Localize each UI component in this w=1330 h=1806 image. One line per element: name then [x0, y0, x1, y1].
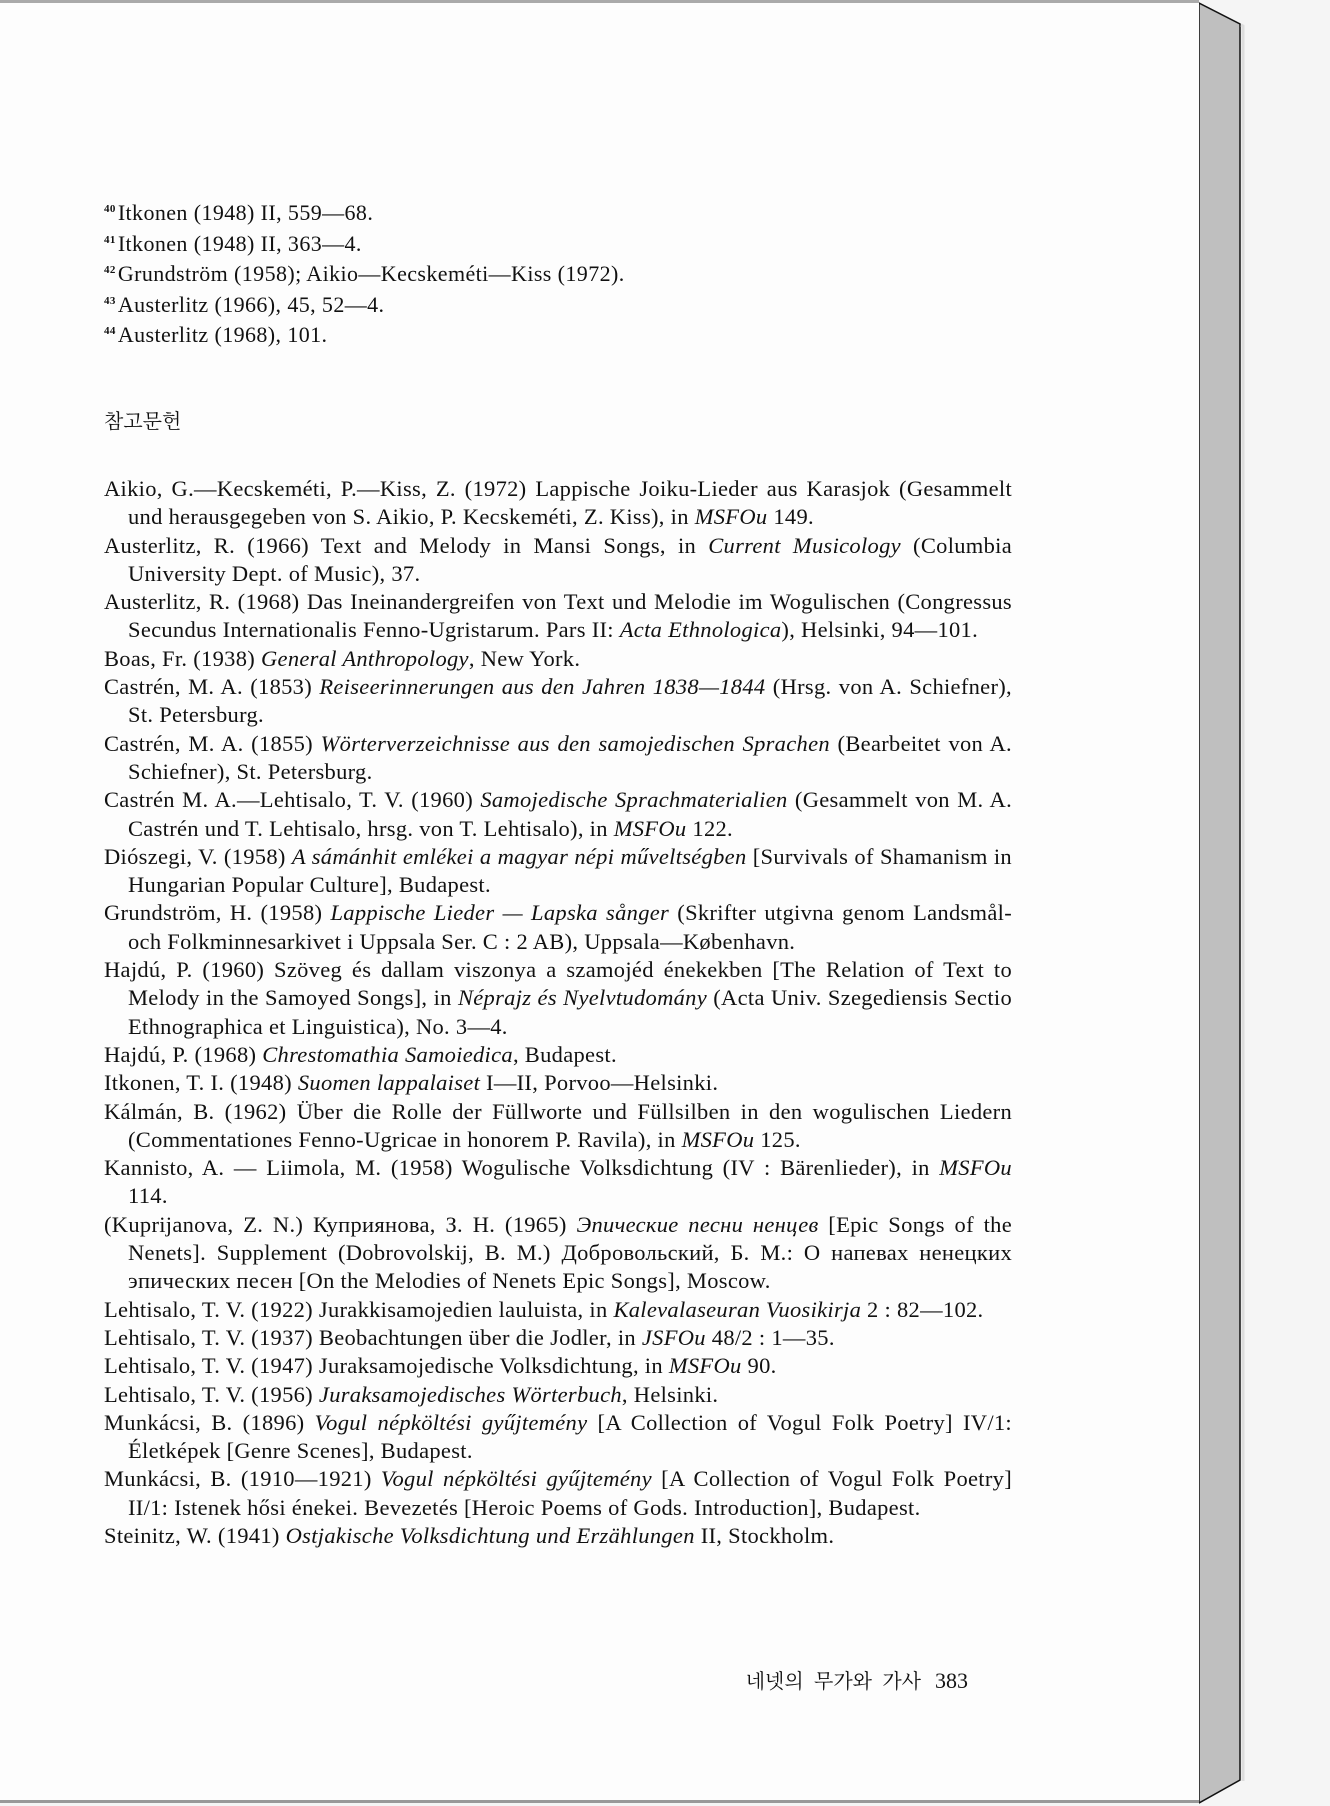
reference-title: Reiseerinnerungen aus den Jahren 1838—1844	[319, 674, 766, 700]
reference-entry	[104, 899, 1012, 956]
reference-text: Lehtisalo, T. V. (1922) Jurakkisamojedien lauluista, in	[104, 1296, 614, 1322]
reference-entry	[104, 1296, 1012, 1324]
reference-title: Chrestomathia Samoiedica	[262, 1041, 513, 1067]
reference-entry	[104, 730, 1012, 787]
footnote	[104, 288, 1004, 319]
reference-entry	[104, 1381, 1012, 1409]
page-number: 383	[935, 1668, 968, 1693]
reference-entry	[104, 1324, 1012, 1352]
reference-text: 125.	[754, 1126, 801, 1152]
reference-list	[104, 475, 1012, 1550]
reference-title: Wörterverzeichnisse aus den samojedischen Sprachen	[320, 730, 830, 756]
running-footer	[650, 1665, 968, 1694]
reference-title: Vogul népköltési gyűjtemény	[314, 1409, 588, 1435]
reference-title: Suomen lappalaiset	[297, 1070, 481, 1096]
reference-text: 90.	[741, 1353, 777, 1379]
reference-text: Lehtisalo, T. V. (1937) Beobachtungen über die Jodler, in	[104, 1324, 642, 1350]
reference-title: MSFOu	[939, 1155, 1012, 1181]
reference-title: A sámánhit emlékei a magyar népi műveltségben	[291, 843, 747, 869]
footnote	[104, 227, 1004, 258]
reference-title: Lappische Lieder — Lapska sånger	[330, 900, 670, 926]
reference-text: , New York.	[468, 645, 581, 671]
reference-text: Austerlitz, R. (1966) Text and Melody in Mansi Songs, in	[104, 532, 709, 558]
reference-entry	[104, 645, 1012, 673]
reference-text: (Columbia University Dept. of Music), 37.	[128, 532, 1013, 586]
footnote-number: 40	[104, 203, 116, 215]
reference-entry	[104, 1211, 1012, 1296]
reference-text: Munkácsi, B. (1896)	[104, 1409, 315, 1435]
reference-text: [A Collection of Vogul Folk Poetry] IV/1: Életképek [Genre Scenes], Budapest.	[128, 1409, 1012, 1464]
reference-text: , Helsinki.	[621, 1381, 719, 1407]
reference-entry	[104, 956, 1012, 1041]
footnote	[104, 318, 1004, 349]
reference-title: Kalevalaseuran Vuosikirja	[613, 1296, 862, 1322]
reference-text: Boas, Fr. (1938)	[104, 645, 261, 671]
reference-text: Kannisto, A. — Liimola, M. (1958) Wogulische Volksdichtung (IV : Bärenlieder), in	[104, 1155, 940, 1181]
reference-text: 48/2 : 1—35.	[705, 1324, 835, 1350]
reference-text: (Kuprijanova, Z. N.) Куприянова, З. Н. (1965)	[104, 1211, 577, 1237]
reference-title: MSFOu	[681, 1126, 755, 1152]
reference-title: JSFOu	[641, 1324, 706, 1350]
reference-entry	[104, 1465, 1012, 1522]
reference-text: [Epic Songs of the Nenets]. Supplement (Dobrovolskij, B. M.) Добровольский, Б. М.: О напевах ненецких эпических песен [On the Melodies of Nenets Epic Songs], Moscow.	[128, 1211, 1013, 1294]
reference-text: Hajdú, P. (1960) Szöveg és dallam viszonya a szamojéd énekekben [The Relation of Text to Melody in the Samoyed Songs], in	[104, 957, 1012, 1011]
reference-entry	[104, 588, 1012, 645]
page-edge-shadow	[1199, 0, 1245, 1806]
footnote-text: Grundström (1958); Aikio—Kecskeméti—Kiss (1972).	[117, 261, 625, 287]
footnote-text: Austerlitz (1966), 45, 52—4.	[117, 291, 385, 317]
reference-text: Munkácsi, B. (1910—1921)	[104, 1466, 381, 1492]
reference-entry	[104, 1041, 1012, 1069]
reference-text: (Acta Univ. Szegediensis Sectio Ethnographica et Linguistica), No. 3—4.	[128, 985, 1012, 1039]
reference-entry	[104, 1409, 1012, 1466]
reference-text: (Skrifter utgivna genom Landsmål- och Folkminnesarkivet i Uppsala Ser. C : 2 AB), Uppsala—København.	[128, 900, 1012, 954]
footnote-number: 41	[104, 233, 116, 246]
reference-text: Aikio, G.—Kecskeméti, P.—Kiss, Z. (1972) Lappische Joiku-Lieder aus Karasjok (Gesammelt und herausgegeben von S. Aikio, P. Kecskeméti, Z. Kiss), in	[104, 476, 1012, 530]
reference-title: General Anthropology	[260, 645, 469, 671]
reference-text: Steinitz, W. (1941)	[104, 1522, 286, 1548]
reference-entry	[104, 1069, 1012, 1097]
reference-text: , Budapest.	[512, 1041, 617, 1067]
reference-entry	[104, 843, 1012, 900]
reference-text: (Gesammelt von M. A. Castrén und T. Lehtisalo, hrsg. von T. Lehtisalo), in	[128, 787, 1012, 841]
reference-text: (Hrsg. von A. Schiefner), St. Petersburg.	[128, 674, 1012, 728]
reference-text: Castrén, M. A. (1853)	[104, 674, 320, 700]
reference-text: Hajdú, P. (1968)	[104, 1041, 263, 1067]
reference-text: Grundström, H. (1958)	[104, 900, 331, 926]
references-heading: 참고문헌	[104, 409, 182, 433]
reference-text: Castrén, M. A. (1855)	[104, 730, 321, 756]
reference-text: Austerlitz, R. (1968) Das Ineinandergreifen von Text und Melodie im Wogulischen (Congressus Secundus Internationalis Fenno-Ugristarum. Pars II:	[104, 589, 1012, 643]
reference-title: Эпические песни ненцев	[576, 1211, 819, 1237]
reference-entry	[104, 1154, 1012, 1211]
footnote-text: Itkonen (1948) II, 559—68.	[117, 200, 374, 225]
reference-entry	[104, 786, 1012, 843]
reference-title: Samojedische Sprachmaterialien	[480, 787, 788, 813]
reference-entry	[104, 673, 1012, 730]
footnote-text: Itkonen (1948) II, 363—4.	[117, 230, 362, 256]
footnotes	[104, 196, 1004, 349]
reference-entry	[104, 1098, 1012, 1155]
reference-title: MSFOu	[694, 504, 768, 530]
reference-title: Néprajz és Nyelvtudomány	[457, 985, 708, 1011]
footnote-number: 43	[104, 294, 116, 307]
footnote-text: Austerlitz (1968), 101.	[117, 322, 328, 348]
reference-text: Castrén M. A.—Lehtisalo, T. V. (1960)	[104, 787, 481, 813]
reference-text: 114.	[128, 1183, 168, 1209]
reference-text: 122.	[686, 815, 733, 841]
reference-text: Lehtisalo, T. V. (1947) Juraksamojedische Volksdichtung, in	[104, 1353, 669, 1379]
reference-text: II, Stockholm.	[694, 1522, 835, 1548]
reference-text: Diószegi, V. (1958)	[104, 843, 292, 869]
reference-entry	[104, 1352, 1012, 1380]
reference-entry	[104, 532, 1012, 589]
reference-entry	[104, 1522, 1012, 1550]
reference-title: Juraksamojedisches Wörterbuch	[318, 1381, 622, 1407]
footnote	[104, 257, 1004, 288]
reference-text: 149.	[767, 504, 814, 530]
running-footer-title: 네넷의 무가와 가사	[745, 1669, 921, 1693]
footnote-number: 44	[104, 325, 116, 338]
reference-title: Vogul népköltési gyűjtemény	[380, 1466, 652, 1492]
reference-text: [A Collection of Vogul Folk Poetry] II/1: Istenek hősi énekei. Bevezetés [Heroic Poems of Gods. Introduction], Budapest.	[128, 1466, 1012, 1520]
reference-text: Itkonen, T. I. (1948)	[104, 1070, 298, 1096]
reference-title: Ostjakische Volksdichtung und Erzählungen	[285, 1522, 695, 1548]
reference-title: MSFOu	[613, 815, 687, 841]
footnote-number: 42	[104, 264, 116, 277]
reference-text: 2 : 82—102.	[861, 1296, 984, 1322]
reference-text: [Survivals of Shamanism in Hungarian Popular Culture], Budapest.	[128, 843, 1012, 898]
reference-text: Lehtisalo, T. V. (1956)	[104, 1381, 319, 1407]
reference-entry	[104, 475, 1012, 532]
reference-text: Kálmán, B. (1962) Über die Rolle der Füllworte und Füllsilben in den wogulischen Liedern (Commentationes Fenno-Ugricae in honorem P. Ravila), in	[104, 1098, 1012, 1152]
reference-text: (Bearbeitet von A. Schiefner), St. Petersburg.	[128, 730, 1012, 784]
reference-text: I—II, Porvoo—Helsinki.	[480, 1070, 719, 1096]
reference-title: MSFOu	[668, 1353, 742, 1379]
reference-text: ), Helsinki, 94—101.	[781, 617, 979, 643]
reference-title: Current Musicology	[708, 532, 901, 558]
reference-title: Acta Ethnologica	[619, 617, 782, 643]
footnote	[104, 196, 1004, 227]
